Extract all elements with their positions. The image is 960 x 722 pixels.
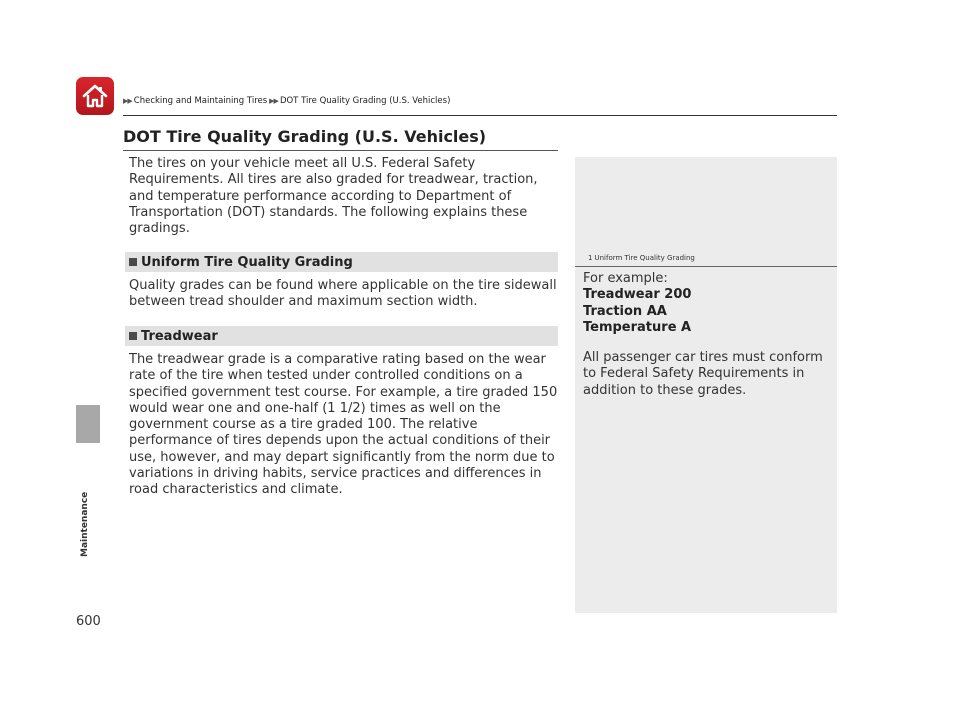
breadcrumb-item-dot-grading[interactable]: DOT Tire Quality Grading (U.S. Vehicles) <box>279 96 451 106</box>
sidebar-note-text: All passenger car tires must conform to Federal Safety Requirements in addition to these grades. <box>583 350 823 398</box>
section-title: Uniform Tire Quality Grading <box>141 254 353 270</box>
section-header-treadwear <box>125 326 558 346</box>
home-icon <box>81 83 109 109</box>
example-label: For example: <box>583 271 668 286</box>
grade-temperature: Temperature A <box>583 319 692 335</box>
intro-paragraph: The tires on your vehicle meet all U.S. Federal Safety Requirements. All tires are also graded for treadwear, traction, and temperature performance according to Department of Transportation (DOT) standards. The following explains these gradings. <box>129 156 538 237</box>
sidebar-note-heading-text: Uniform Tire Quality Grading <box>594 254 695 262</box>
sidebar-note-heading <box>575 254 837 267</box>
sidebar-note-body <box>583 271 833 399</box>
square-bullet-icon <box>129 258 137 266</box>
square-bullet-icon <box>129 332 137 340</box>
section-tab-label: Maintenance <box>80 491 90 557</box>
section-title: Treadwear <box>141 328 218 344</box>
section-header-uniform-grading <box>125 252 558 272</box>
grade-treadwear: Treadwear 200 <box>583 287 692 303</box>
breadcrumb <box>123 96 450 106</box>
page-title: DOT Tire Quality Grading (U.S. Vehicles) <box>123 127 487 146</box>
title-divider <box>123 150 558 151</box>
breadcrumb-item-checking-tires[interactable]: Checking and Maintaining Tires <box>133 96 268 106</box>
note-reference-icon: 1 <box>588 254 593 262</box>
home-button[interactable] <box>76 77 114 115</box>
section-body-treadwear: The treadwear grade is a comparative rating based on the wear rate of the tire when tested under controlled conditions on a specified government test course. For example, a tire graded 150 would wear one and one-half (1 1/2) times as well on the government course as a tire graded 100. The relative performance of tires depends upon the actual conditions of their use, however, and may depart significantly from the norm due to variations in driving habits, service practices and differences in road characteristics and climate. <box>129 352 558 498</box>
double-triangle-right-icon: ▶▶ <box>269 97 278 105</box>
page-number: 600 <box>76 614 101 629</box>
section-body-uniform-grading: Quality grades can be found where applicable on the tire sidewall between tread shoulder and maximum section width. <box>129 278 557 310</box>
header-divider <box>123 115 837 116</box>
double-triangle-right-icon: ▶▶ <box>123 97 132 105</box>
grade-traction: Traction AA <box>583 303 667 319</box>
section-tab-marker <box>76 405 100 443</box>
